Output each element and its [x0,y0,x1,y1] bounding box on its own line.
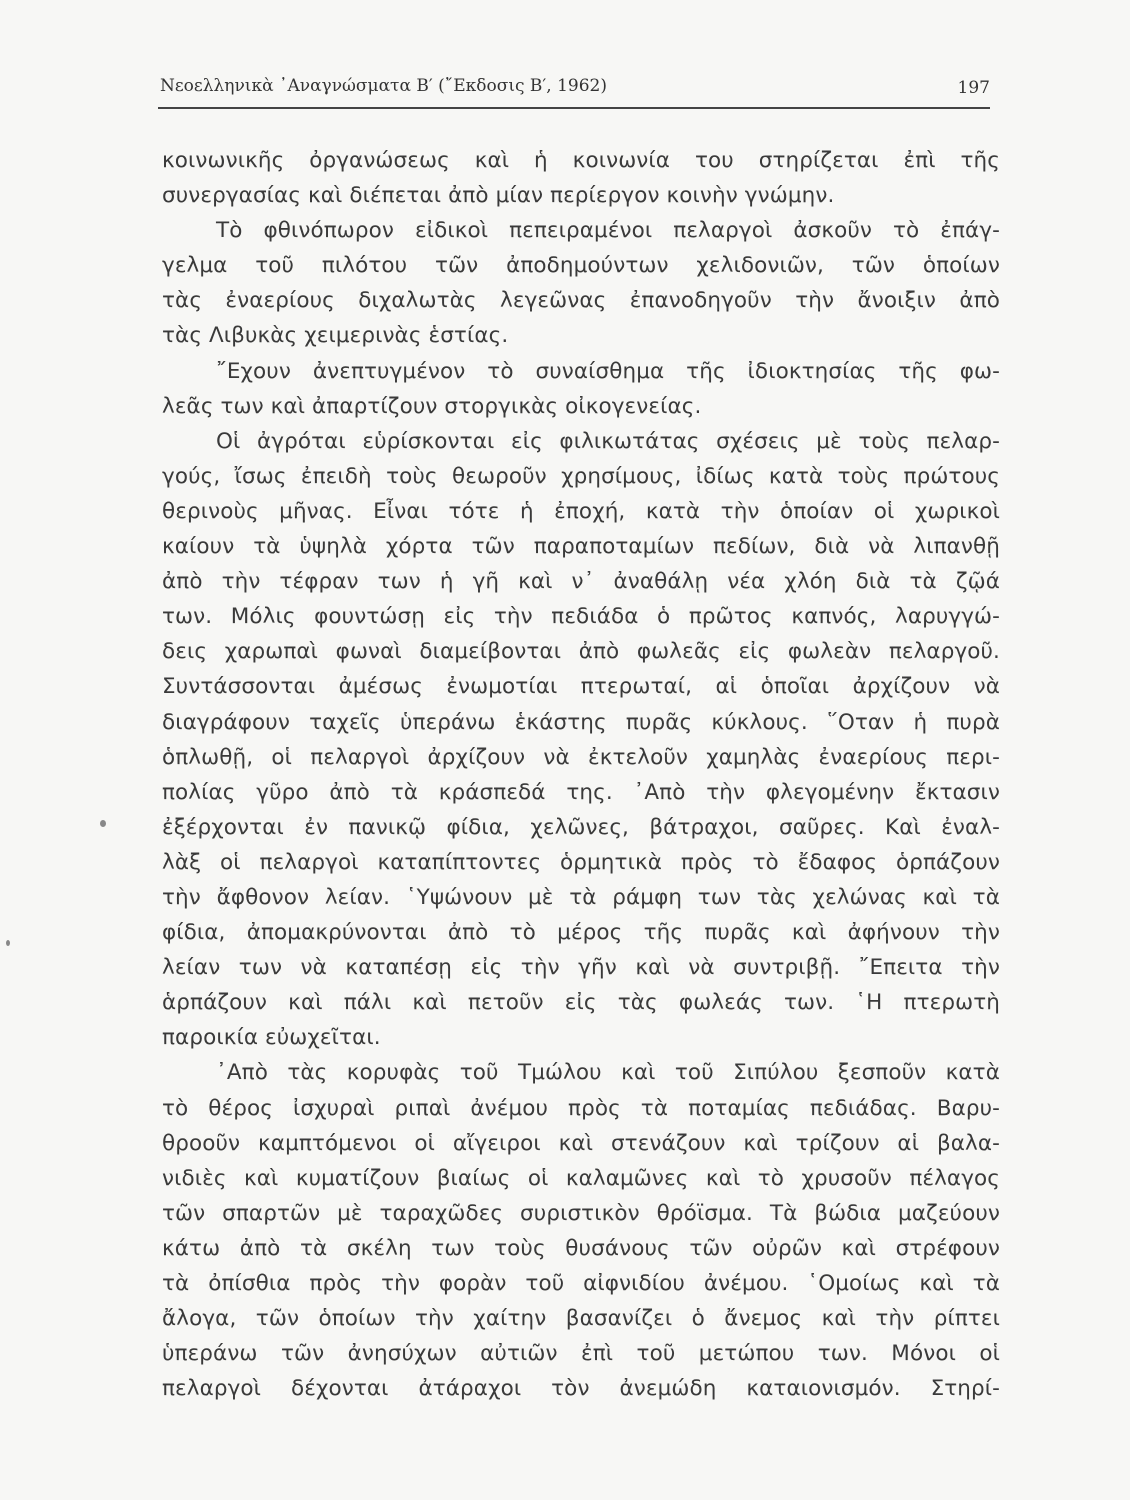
text-line: τὴν ἄφθονον λείαν. ῾Υψώνουν μὲ τὰ ράμφη των τὰς χελώνας καὶ τὰ [162,884,1000,910]
text-line: ἀπὸ τὴν τέφραν των ἡ γῆ καὶ ν᾿ ἀναθάλῃ νέα χλόη διὰ τὰ ζῷά [162,569,1000,595]
running-header [160,70,990,100]
text-line: γούς, ἴσως ἐπειδὴ τοὺς θεωροῦν χρησίμους, ἰδίως κατὰ τοὺς πρώτους [162,463,1000,489]
page-number: 197 [957,78,990,98]
text-line: ῎Εχουν ἀνεπτυγμένον τὸ συναίσθημα τῆς ἰδιοκτησίας τῆς φω- [216,358,1000,384]
scan-speck [6,940,10,946]
text-line: ἄλογα, τῶν ὁποίων τὴν χαίτην βασανίζει ὁ ἄνεμος καὶ τὴν ρίπτει [162,1306,1000,1332]
text-line: ἐξέρχονται ἐν πανικῷ φίδια, χελῶνες, βάτραχοι, σαῦρες. Καὶ ἐναλ- [162,814,1000,840]
text-line: ὁπλωθῇ, οἱ πελαργοὶ ἀρχίζουν νὰ ἐκτελοῦν χαμηλὰς ἐναερίους περι- [162,744,1000,770]
text-line: διαγράφουν ταχεῖς ὑπεράνω ἑκάστης πυρᾶς κύκλους. ῞Οταν ἡ πυρὰ [162,709,1000,735]
text-line: λὰξ οἱ πελαργοὶ καταπίπτοντες ὁρμητικὰ πρὸς τὸ ἔδαφος ὁρπάζουν [162,849,1000,875]
text-line: κάτω ἀπὸ τὰ σκέλη των τοὺς θυσάνους τῶν οὐρῶν καὶ στρέφουν [162,1235,1000,1261]
text-line: λείαν των νὰ καταπέσῃ εἰς τὴν γῆν καὶ νὰ συντριβῇ. ῎Επειτα τὴν [162,955,1000,981]
text-line: δεις χαρωπαὶ φωναὶ διαμείβονται ἀπὸ φωλεᾶς εἰς φωλεὰν πελαργοῦ. [162,639,1000,665]
text-line: πελαργοὶ δέχονται ἀτάραχοι τὸν ἀνεμώδη καταιονισμόν. Στηρί- [162,1376,1000,1402]
text-line: τὰς ἐναερίους διχαλωτὰς λεγεῶνας ἐπανοδηγοῦν τὴν ἄνοιξιν ἀπὸ [162,288,1000,314]
page-body [162,143,1000,1406]
text-line: πολίας γῦρο ἀπὸ τὰ κράσπεδά της. ᾿Απὸ τὴν φλεγομένην ἔκτασιν [162,779,1000,805]
text-line: τὰ ὀπίσθια πρὸς τὴν φορὰν τοῦ αἰφνιδίου ἀνέμου. ῾Ομοίως καὶ τὰ [162,1271,1000,1296]
scan-speck [100,820,106,827]
text-line: θροοῦν καμπτόμενοι οἱ αἴγειροι καὶ στενάζουν καὶ τρίζουν αἱ βαλα- [162,1130,1000,1156]
text-line: θερινοὺς μῆνας. Εἶναι τότε ἡ ἐποχή, κατὰ τὴν ὁποίαν οἱ χωρικοὶ [162,498,1000,524]
text-line: Συντάσσονται ἀμέσως ἐνωμοτίαι πτερωταί, αἱ ὁποῖαι ἀρχίζουν νὰ [162,674,1000,700]
text-line: καίουν τὰ ὑψηλὰ χόρτα τῶν παραποταμίων πεδίων, διὰ νὰ λιπανθῇ [162,534,1000,560]
text-line: παροικία εὐωχεῖται. [162,1025,381,1051]
text-line: γελμα τοῦ πιλότου τῶν ἀποδημούντων χελιδονιῶν, τῶν ὁποίων [162,253,1000,279]
text-line: τὸ θέρος ἰσχυραὶ ριπαὶ ἀνέμου πρὸς τὰ ποταμίας πεδιάδας. Βαρυ- [162,1095,1000,1121]
text-line: νιδιὲς καὶ κυματίζουν βιαίως οἱ καλαμῶνες καὶ τὸ χρυσοῦν πέλαγος [162,1165,1000,1191]
text-line: συνεργασίας καὶ διέπεται ἀπὸ μίαν περίεργον κοινὴν γνώμην. [162,183,835,209]
text-line: των. Μόλις φουντώσῃ εἰς τὴν πεδιάδα ὁ πρῶτος καπνός, λαρυγγώ- [162,604,1000,630]
header-title: Νεοελληνικὰ ᾿Αναγνώσματα Β′ (῎Εκδοσις Β′, 1962) [160,76,607,96]
text-line: κοινωνικῆς ὀργανώσεως καὶ ἡ κοινωνία του στηρίζεται ἐπὶ τῆς [162,148,1000,173]
text-line: φίδια, ἀπομακρύνονται ἀπὸ τὸ μέρος τῆς πυρᾶς καὶ ἀφήνουν τὴν [162,920,1000,946]
text-line: λεᾶς των καὶ ἀπαρτίζουν στοργικὰς οἰκογενείας. [162,393,702,419]
text-line: ἁρπάζουν καὶ πάλι καὶ πετοῦν εἰς τὰς φωλεάς των. ῾Η πτερωτὴ [162,990,1000,1016]
header-rule [158,107,990,109]
text-line: ὑπεράνω τῶν ἀνησύχων αὐτιῶν ἐπὶ τοῦ μετώπου των. Μόνοι οἱ [162,1341,1000,1367]
text-line: τῶν σπαρτῶν μὲ ταραχῶδες συριστικὸν θρόϊσμα. Τὰ βώδια μαζεύουν [162,1200,1000,1226]
text-line: τὰς Λιβυκὰς χειμερινὰς ἑστίας. [162,323,509,349]
text-line: Τὸ φθινόπωρον εἰδικοὶ πεπειραμένοι πελαργοὶ ἀσκοῦν τὸ ἐπάγ- [216,218,1000,244]
text-line: ᾿Απὸ τὰς κορυφὰς τοῦ Τμώλου καὶ τοῦ Σιπύλου ξεσποῦν κατὰ [216,1060,1000,1086]
text-line: Οἱ ἀγρόται εὑρίσκονται εἰς φιλικωτάτας σχέσεις μὲ τοὺς πελαρ- [216,428,1000,454]
